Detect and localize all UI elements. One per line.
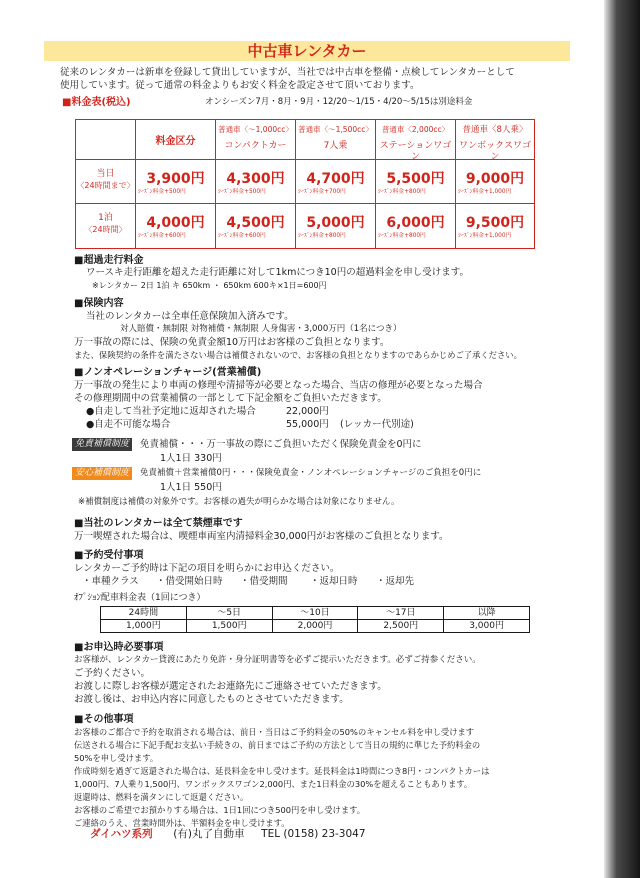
excess-line-1: ワースキ走行距離を超えた走行距離に対して1kmにつき10円の超過料金を申し受けます。 [86, 267, 469, 278]
reservation-item-4: ・返却日時 [310, 576, 358, 587]
page-title: 中古車レンタカー [44, 41, 570, 61]
row-2-note-3: ｼｰｽﾞﾝ料金+800円 [378, 233, 426, 239]
row-2-note-2: ｼｰｽﾞﾝ料金+800円 [298, 233, 346, 239]
season-note: オンシーズン7月・8月・9月・12/20～1/15・4/20～5/15は別途料金 [205, 97, 473, 107]
nonsmoking-line-1: 万一喫煙された場合は、喫煙車両室内清掃料金30,000円がお客様のご負担となります。 [74, 531, 449, 542]
price-col-1-type: コンパクトカー [224, 141, 287, 151]
price-row-1-base [136, 160, 216, 204]
delivery-value-4: 2,500円 [358, 620, 444, 633]
other-line-2: 伝送される場合に下記手配お支払い手続きの、前日まではご予約の方法として当日の規約に準じた予約料金の [74, 740, 481, 750]
row-2-price-2: 5,000円 [306, 215, 365, 231]
row-1-note-4: ｼｰｽﾞﾝ料金+1,000円 [458, 189, 512, 195]
insurance-line-1: 当社のレンタカーは全車任意保険加入済みです。 [86, 311, 294, 322]
row-1-base-note: ｼｰｽﾞﾝ料金+500円 [138, 189, 186, 195]
row-1-price-3: 5,500円 [386, 171, 445, 187]
noc-item-1-label: ●自走して当社予定地に返却された場合 [86, 406, 256, 417]
plan-2-line-2: 1人1日 550円 [160, 482, 222, 493]
row-2-base-price: 4,000円 [146, 215, 205, 231]
price-heading: ■料金表(税込) [62, 97, 131, 108]
delivery-head-1: 24時間 [101, 607, 187, 620]
price-table-corner [136, 120, 216, 160]
noc-item-2-note: (レッカー代別途) [340, 419, 414, 430]
reservation-item-1: ・車種クラス [82, 576, 139, 587]
price-col-head-1 [216, 120, 296, 160]
price-col-3-class: 普通車〈2,000cc〉 [381, 125, 450, 134]
noc-item-2-label: ●自走不可能な場合 [86, 419, 171, 430]
other-line-8: ご連絡のうえ、営業時間外は、半額料金を申し受けます。 [74, 818, 290, 828]
nonsmoking-heading: ■当社のレンタカーは全て禁煙車です [74, 518, 243, 529]
delivery-value-row [101, 620, 530, 633]
price-row-2-col-3 [376, 204, 456, 248]
plan-1-line-2: 1人1日 330円 [160, 453, 222, 464]
excess-line-2: ※レンタカー 2日 1泊 キ 650km ・ 650km 600キ×1日=600円 [92, 281, 327, 290]
price-row-1-col-3 [376, 160, 456, 204]
price-row-2-col-2 [296, 204, 376, 248]
noc-item-2-amount: 55,000円 [286, 419, 329, 430]
price-col-2-class: 普通車〈～1,500cc〉 [298, 125, 373, 134]
price-col-head-2 [296, 120, 376, 160]
row-1-price-4: 9,000円 [465, 171, 525, 187]
delivery-heading: ｵﾌﾟｼｮﾝ配車料金表（1回につき） [74, 593, 206, 603]
reservation-heading: ■予約受付事項 [74, 550, 144, 561]
delivery-value-3: 2,000円 [272, 620, 358, 633]
price-category-label: 料金区分 [155, 136, 196, 147]
row-1-note-3: ｼｰｽﾞﾝ料金+800円 [378, 189, 426, 195]
reservation-line-1: レンタカーご予約時は下記の項目を明らかにお申込ください。 [74, 563, 340, 574]
intro-line-2: 使用しています。従って通常の料金よりもお安く料金を設定させて頂いております。 [60, 80, 420, 91]
row-2-price-1: 4,500円 [226, 215, 285, 231]
other-line-6: 返還時は、燃料を満タンにして返還ください。 [74, 792, 249, 802]
delivery-head-5: 以降 [444, 607, 530, 620]
other-line-5: 1,000円、7人乗り1,500円、ワンボックスワゴン2,000円、また1日料金の30%を超えることもあります。 [74, 779, 473, 789]
price-row-1-label [76, 160, 136, 204]
footer [90, 826, 366, 841]
price-col-3-type: ステーションワゴン [379, 141, 452, 162]
excess-heading: ■超過走行料金 [74, 255, 144, 266]
plan-2-line-1: 免責補償＋営業補償0円・・・保険免責金・ノンオペレーションチャージのご負担を0円に [140, 468, 482, 478]
procedures-line-1: お客様が、レンタカー貸渡にあたり免許・身分証明書等を必ずご提示いただきます。必ずご持参ください。 [74, 655, 481, 665]
plan-note: ※補償制度は補償の対象外です。お客様の過失が明らかな場合は対象になりません。 [78, 497, 400, 507]
plan-1-line-1: 免責補償・・・万一事故の際にご負担いただく保険免責金を0円に [140, 439, 422, 450]
price-col-head-3 [376, 120, 456, 160]
row-1-note-2: ｼｰｽﾞﾝ料金+700円 [298, 189, 346, 195]
noc-item-1-amount: 22,000円 [286, 406, 329, 417]
insurance-line-4: また、保険契約の条件を満たさない場合は補償されないので、お客様の負担となりますのであらかじめご了承ください。 [74, 350, 522, 360]
other-line-7: お客様のご希望でお預かりする場合は、1日1回につき500円を申し受けます。 [74, 805, 366, 815]
row-1-label-sub: 〈24時間まで〉 [76, 181, 135, 190]
row-1-base-price: 3,900円 [146, 171, 205, 187]
delivery-header-row [101, 607, 530, 620]
reservation-item-3: ・借受期間 [240, 576, 288, 587]
insurance-line-3: 万一事故の際には、保険の免責金額10万円はお客様のご負担となります。 [74, 337, 390, 348]
price-row-2-col-4 [456, 204, 534, 248]
price-col-4-class: 普通車〈8人乗〉 [462, 125, 528, 135]
price-col-2-type: 7人乗 [323, 141, 348, 151]
delivery-head-2: ～5日 [186, 607, 272, 620]
row-2-label-sub: 〈24時間〉 [84, 225, 127, 234]
price-table-blank-corner [76, 120, 136, 160]
price-row-2-col-1 [216, 204, 296, 248]
procedures-line-2: ご予約ください。 [74, 668, 151, 679]
delivery-head-3: ～10日 [272, 607, 358, 620]
intro-line-1: 従来のレンタカーは新車を登録して貸出していますが、当社では中古車を整備・点検してレンタカーとして [60, 67, 515, 78]
row-1-note-1: ｼｰｽﾞﾝ料金+500円 [218, 189, 266, 195]
procedures-line-3: お渡しに際しお客様が選定されたお連絡先にご連絡させていただきます。 [74, 681, 387, 692]
scan-shadow-edge [604, 0, 640, 878]
delivery-value-2: 1,500円 [186, 620, 272, 633]
row-2-base-note: ｼｰｽﾞﾝ料金+600円 [138, 233, 186, 239]
price-row-2-base [136, 204, 216, 248]
footer-brand: ダイハツ系列 [90, 828, 153, 840]
row-2-price-4: 9,500円 [465, 215, 525, 231]
noc-line-1: 万一事故の発生により車両の修理や清掃等が必要となった場合、当店の修理が必要となった場合 [74, 380, 483, 391]
reservation-item-2: ・借受開始日時 [156, 576, 223, 587]
price-col-1-class: 普通車〈～1,000cc〉 [218, 125, 293, 134]
row-2-note-1: ｼｰｽﾞﾝ料金+600円 [218, 233, 266, 239]
row-1-price-2: 4,700円 [306, 171, 365, 187]
price-col-head-4 [456, 120, 534, 160]
noc-heading: ■ノンオペレーションチャージ(営業補償) [74, 367, 262, 378]
row-1-label-main: 当日 [96, 169, 115, 179]
other-line-3: 50%を申し受けます。 [74, 753, 159, 763]
price-col-4-type: ワンボックスワゴン [459, 141, 531, 162]
other-heading: ■その他事項 [74, 714, 134, 725]
price-row-1-col-4 [456, 160, 534, 204]
plan-1-badge: 免責補償制度 [72, 438, 132, 451]
row-2-note-4: ｼｰｽﾞﾝ料金+1,000円 [458, 233, 512, 239]
row-1-price-1: 4,300円 [226, 171, 285, 187]
price-row-1-col-2 [296, 160, 376, 204]
price-table [75, 119, 535, 249]
row-2-price-3: 6,000円 [386, 215, 445, 231]
footer-company: (有)丸了自動車 [173, 828, 245, 840]
price-row-2-label [76, 204, 136, 248]
delivery-head-4: ～17日 [358, 607, 444, 620]
footer-tel: TEL (0158) 23-3047 [261, 828, 366, 840]
insurance-line-2: 対人賠償・無制限 対物補償・無制限 人身傷害・3,000万円（1名につき） [120, 324, 402, 334]
delivery-value-5: 3,000円 [444, 620, 530, 633]
delivery-fee-table [100, 606, 530, 633]
insurance-heading: ■保険内容 [74, 298, 124, 309]
delivery-value-1: 1,000円 [101, 620, 187, 633]
noc-line-2: その修理期間中の営業補償の一部として下記金額をご負担いただきます。 [74, 393, 387, 404]
other-line-4: 作成時刻を過ぎて返還された場合は、延長料金を申し受けます。延長料金は1時間につき8円・コンパクトカーは [74, 766, 490, 776]
reservation-item-5: ・返却先 [376, 576, 415, 587]
price-row-1-col-1 [216, 160, 296, 204]
plan-2-badge: 安心補償制度 [72, 467, 132, 480]
other-line-1: お客様のご都合で予約を取消される場合は、前日・当日はご予約料金の50%のキャンセル料を申し受けます [74, 727, 475, 737]
row-2-label-main: 1泊 [98, 213, 113, 223]
procedures-heading: ■お申込時必要事項 [74, 642, 164, 653]
procedures-line-4: お渡し後は、お申込内容に同意したものとさせていただきます。 [74, 694, 349, 705]
